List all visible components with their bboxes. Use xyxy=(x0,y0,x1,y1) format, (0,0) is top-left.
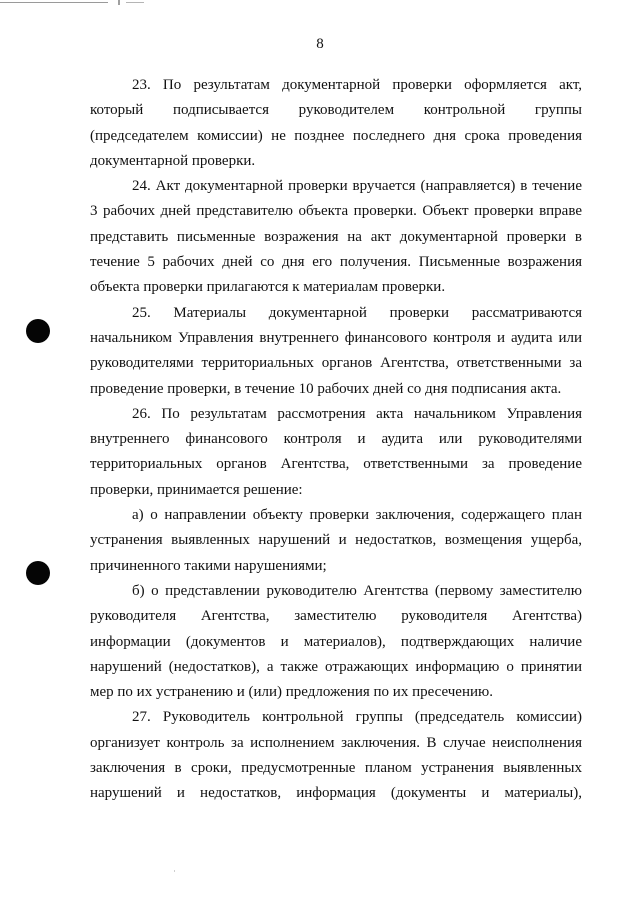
text-line: (председателем комиссии) не позднее последнего дня срока проведения xyxy=(90,127,582,144)
text-line: проведение проверки, в течение 10 рабочих дней со дня подписания акта. xyxy=(90,380,562,397)
text-line: территориальных органов Агентства, ответственными за проведение xyxy=(90,456,582,473)
paragraph-p25 xyxy=(90,301,582,402)
text-line: представить письменные возражения на акт документарной проверки в xyxy=(90,228,582,245)
text-line: 25. Материалы документарной проверки рассматриваются xyxy=(132,304,582,321)
text-line: который подписывается руководителем контрольной группы xyxy=(90,102,582,119)
scan-edge-line xyxy=(0,2,108,3)
scan-edge-line-short xyxy=(126,2,144,3)
text-line: 24. Акт документарной проверки вручается (направляется) в течение xyxy=(132,178,582,195)
text-line: б) о представлении руководителю Агентства (первому заместителю xyxy=(132,582,582,599)
paragraph-p26b xyxy=(90,579,582,705)
text-line: объекта проверки прилагаются к материалам проверки. xyxy=(90,279,446,296)
text-line: 27. Руководитель контрольной группы (председатель комиссии) xyxy=(132,709,582,726)
text-line: внутреннего финансового контроля и аудита или руководителями xyxy=(90,431,582,448)
text-line: нарушений (недостатков), а также отражающих информацию о принятии xyxy=(90,658,582,675)
text-line: течение 5 рабочих дней со дня его получения. Письменные возражения xyxy=(90,254,582,271)
text-line: руководителя Агентства, заместителю руководителя Агентства) xyxy=(90,608,582,625)
text-line: 26. По результатам рассмотрения акта начальником Управления xyxy=(132,405,582,422)
scan-speck xyxy=(174,870,175,872)
text-line: проверки, принимается решение: xyxy=(90,481,303,498)
text-line: 3 рабочих дней представителю объекта проверки. Объект проверки вправе xyxy=(90,203,582,220)
paragraph-p26a xyxy=(90,503,582,579)
paragraph-p27 xyxy=(90,705,582,806)
paragraph-p24 xyxy=(90,174,582,300)
paragraph-p26 xyxy=(90,402,582,503)
punch-hole-icon xyxy=(26,319,50,343)
text-line: заключения в сроки, предусмотренные планом устранения выявленных xyxy=(90,760,582,777)
text-line: 23. По результатам документарной проверки оформляется акт, xyxy=(132,77,582,93)
text-line: руководителями территориальных органов Агентства, ответственными за xyxy=(90,355,582,372)
text-line: информации (документов и материалов), подтверждающих наличие xyxy=(90,633,582,650)
paragraph-p23 xyxy=(90,73,582,174)
text-line: а) о направлении объекту проверки заключения, содержащего план xyxy=(132,507,582,524)
text-line: устранения выявленных нарушений и недостатков, возмещения ущерба, xyxy=(90,532,582,549)
punch-hole-icon xyxy=(26,561,50,585)
text-line: документарной проверки. xyxy=(90,152,256,169)
text-line: начальником Управления внутреннего финансового контроля и аудита или xyxy=(90,329,582,346)
text-line: нарушений и недостатков, информация (документы и материалы), xyxy=(90,785,582,802)
text-line: мер по их устранению и (или) предложения по их пресечению. xyxy=(90,684,493,701)
text-line: организует контроль за исполнением заключения. В случае неисполнения xyxy=(90,734,582,751)
scan-edge-tick xyxy=(118,0,120,5)
page-number: 8 xyxy=(316,36,324,52)
document-body xyxy=(90,73,582,807)
text-line: причиненного такими нарушениями; xyxy=(90,557,327,574)
